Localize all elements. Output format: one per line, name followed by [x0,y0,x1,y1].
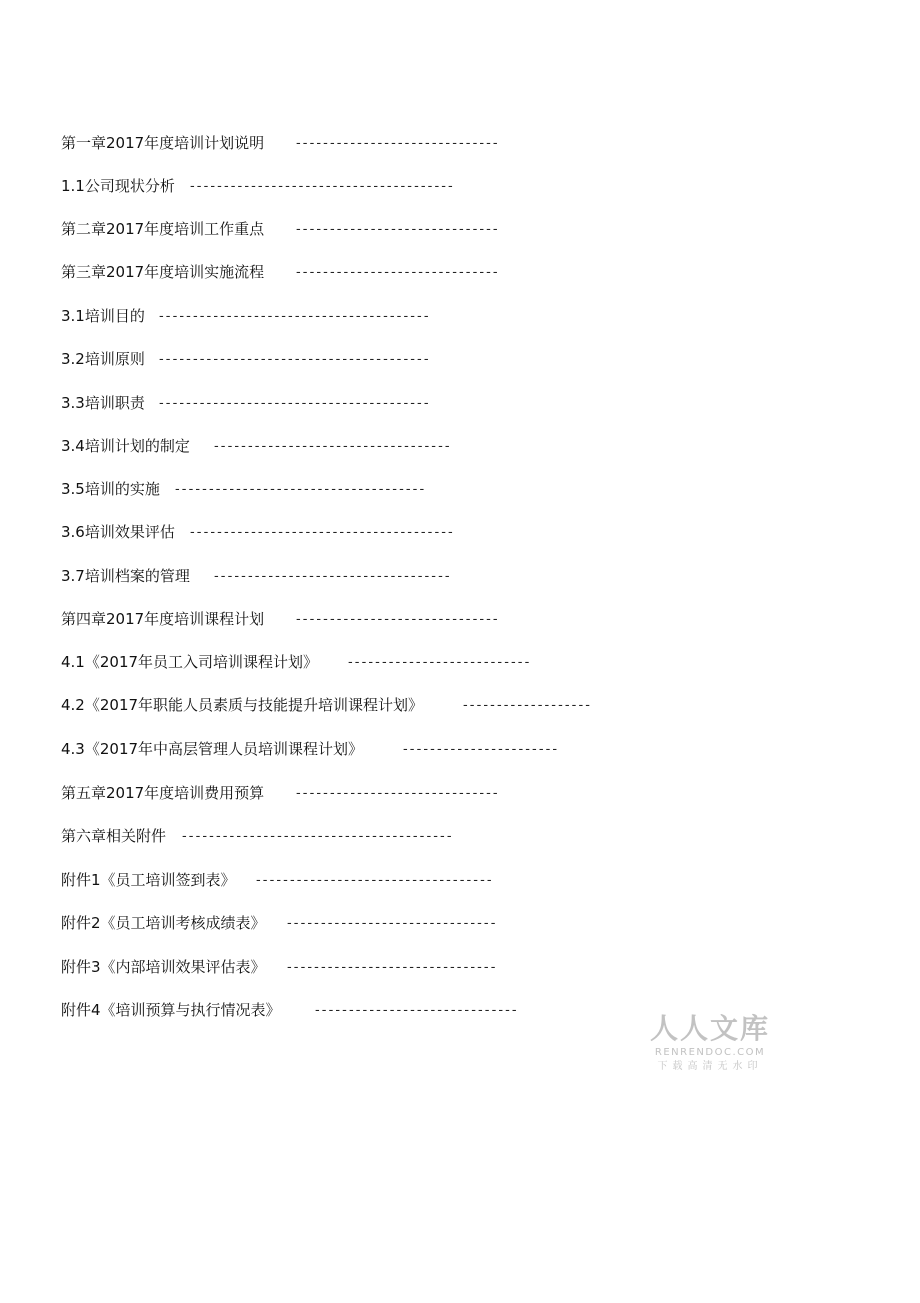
toc-leader-dots: ------------------------------ [296,265,500,280]
toc-entry[interactable]: 3.1培训目的 [61,307,145,325]
toc-entry[interactable]: 附件4《培训预算与执行情况表》 [61,1001,281,1019]
toc-leader-dots: ----------------------------------- [214,439,452,454]
toc-leader-dots: ------------------- [463,698,593,713]
toc-leader-dots: ----------------------------------- [256,873,494,888]
toc-leader-dots: ------------------------------ [296,612,500,627]
toc-leader-dots: ------------------------------ [296,222,500,237]
toc-entry[interactable]: 附件1《员工培训签到表》 [61,871,236,889]
toc-entry[interactable]: 3.3培训职责 [61,394,145,412]
toc-leader-dots: --------------------------------------- [190,179,455,194]
toc-entry[interactable]: 4.1《2017年员工入司培训课程计划》 [61,653,319,671]
toc-leader-dots: ---------------------------------------- [159,352,431,367]
toc-entry[interactable]: 3.6培训效果评估 [61,523,175,541]
toc-leader-dots: ------------------------------ [296,786,500,801]
toc-leader-dots: ------------------------------- [287,960,498,975]
toc-entry[interactable]: 第三章2017年度培训实施流程 [61,263,265,281]
watermark-tagline: 下载高清无水印 [657,1061,763,1072]
toc-entry[interactable]: 3.7培训档案的管理 [61,567,190,585]
watermark-domain: RENRENDOC.COM [654,1047,766,1058]
toc-entry[interactable]: 第四章2017年度培训课程计划 [61,610,265,628]
toc-leader-dots: ------------------------------ [315,1003,519,1018]
toc-entry[interactable]: 第五章2017年度培训费用预算 [61,784,265,802]
toc-leader-dots: ------------------------------ [296,136,500,151]
toc-entry[interactable]: 3.5培训的实施 [61,480,160,498]
toc-entry[interactable]: 第六章相关附件 [61,827,167,845]
toc-entry[interactable]: 附件3《内部培训效果评估表》 [61,958,266,976]
toc-leader-dots: ---------------------------------------- [159,309,431,324]
toc-entry[interactable]: 第一章2017年度培训计划说明 [61,134,265,152]
watermark-title: 人人文库 [649,1012,770,1045]
toc-leader-dots: ------------------------------------- [175,482,427,497]
toc-entry[interactable]: 第二章2017年度培训工作重点 [61,220,265,238]
toc-leader-dots: --------------------------------------- [190,525,455,540]
toc-leader-dots: ---------------------------------------- [182,829,454,844]
toc-leader-dots: ---------------------------------------- [159,396,431,411]
toc-entry[interactable]: 3.4培训计划的制定 [61,437,190,455]
toc-entry[interactable]: 附件2《员工培训考核成绩表》 [61,914,266,932]
toc-entry[interactable]: 4.3《2017年中高层管理人员培训课程计划》 [61,740,364,758]
toc-leader-dots: --------------------------- [348,655,532,670]
toc-leader-dots: ----------------------- [403,742,560,757]
watermark-logo [644,1012,776,1074]
toc-leader-dots: ------------------------------- [287,916,498,931]
toc-entry[interactable]: 1.1公司现状分析 [61,177,175,195]
toc-entry[interactable]: 4.2《2017年职能人员素质与技能提升培训课程计划》 [61,696,424,714]
toc-leader-dots: ----------------------------------- [214,569,452,584]
toc-entry[interactable]: 3.2培训原则 [61,350,145,368]
